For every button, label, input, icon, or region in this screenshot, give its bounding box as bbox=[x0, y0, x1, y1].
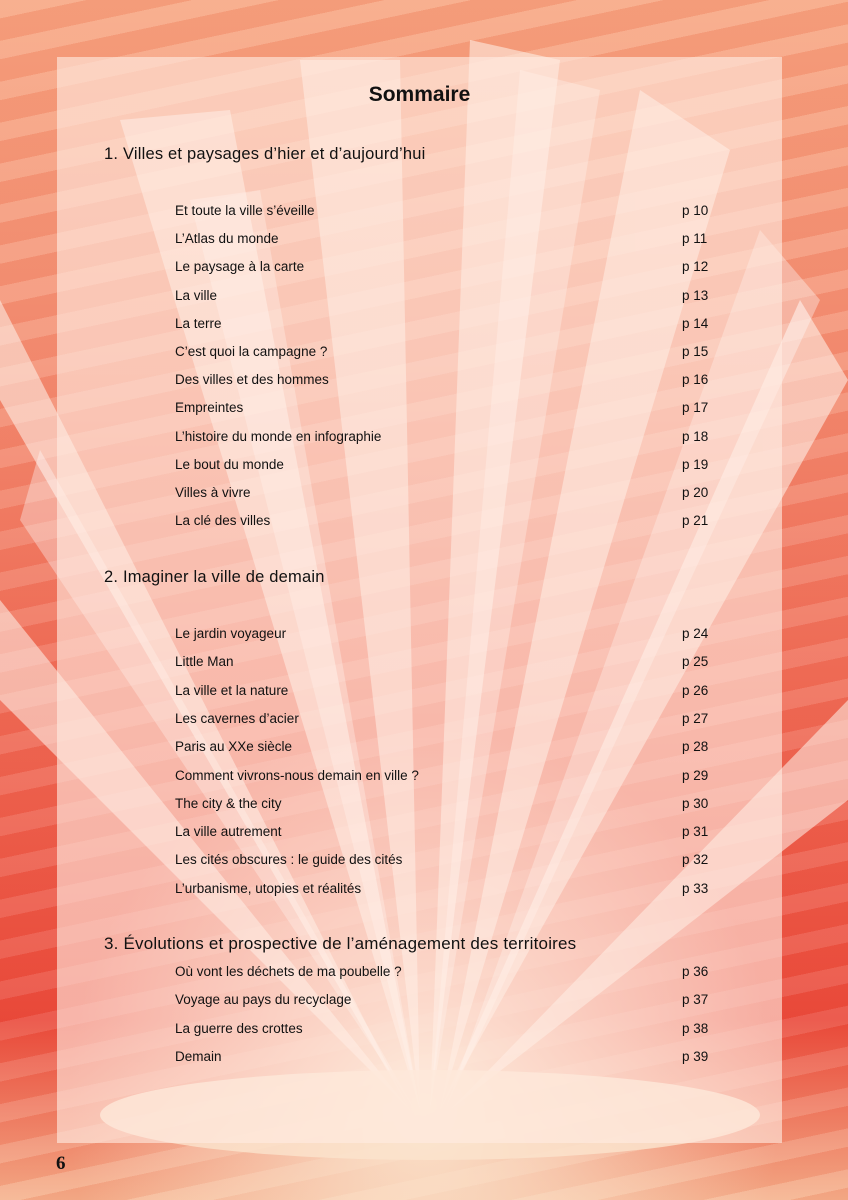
toc-entry bbox=[175, 288, 710, 308]
section-heading: 2. Imaginer la ville de demain bbox=[104, 568, 325, 586]
section-heading: 1. Villes et paysages d’hier et d’aujourd’hui bbox=[104, 145, 426, 163]
toc-entry-title: Le paysage à la carte bbox=[175, 259, 305, 275]
toc-entry-title: Des villes et des hommes bbox=[175, 372, 329, 388]
toc-entry-title: Le bout du monde bbox=[175, 456, 284, 472]
toc-entry bbox=[175, 654, 710, 674]
toc-entry-page: p 24 bbox=[682, 626, 709, 641]
toc-entry-title: Empreintes bbox=[175, 400, 244, 416]
toc-entry-page: p 27 bbox=[682, 710, 709, 726]
toc-entry-title: La clé des villes bbox=[175, 513, 271, 529]
toc-entry-page: p 13 bbox=[682, 287, 709, 303]
toc-entry-page: p 30 bbox=[682, 795, 709, 811]
toc-entry-title: La terre bbox=[175, 315, 222, 331]
toc-entry-title: Les cavernes d’acier bbox=[175, 710, 299, 726]
toc-entry-page: p 26 bbox=[682, 682, 709, 698]
toc-entry-page: p 37 bbox=[682, 992, 709, 1008]
toc-entry bbox=[175, 1021, 710, 1041]
toc-entry-page: p 38 bbox=[682, 1020, 709, 1036]
toc-entry-title: La guerre des crottes bbox=[175, 1020, 303, 1036]
toc-entry bbox=[175, 485, 710, 505]
toc-entry-page: p 21 bbox=[682, 513, 709, 529]
toc-entry bbox=[175, 513, 710, 533]
toc-entry bbox=[175, 316, 710, 336]
toc-entry-page: p 25 bbox=[682, 654, 709, 670]
toc-entry-title: Et toute la ville s’éveille bbox=[175, 203, 315, 218]
toc-entry-page: p 10 bbox=[682, 203, 709, 218]
toc-entry-title: Paris au XXe siècle bbox=[175, 739, 293, 755]
toc-entry-page: p 19 bbox=[682, 456, 709, 472]
toc-entry-title: Où vont les déchets de ma poubelle ? bbox=[175, 964, 402, 979]
toc-entry-title: L’histoire du monde en infographie bbox=[175, 428, 382, 444]
toc-entry-page: p 36 bbox=[682, 964, 709, 979]
toc-entry-page: p 20 bbox=[682, 485, 709, 500]
toc-entry bbox=[175, 992, 710, 1012]
toc-entry bbox=[175, 372, 710, 392]
toc-entry-page: p 11 bbox=[682, 231, 708, 247]
toc-entry-page: p 15 bbox=[682, 344, 709, 359]
toc-entry bbox=[175, 429, 710, 449]
toc-entry-title: Little Man bbox=[175, 654, 234, 670]
toc-entry-page: p 39 bbox=[682, 1048, 709, 1064]
toc-entry-page: p 17 bbox=[682, 400, 709, 416]
toc-entry-page: p 31 bbox=[682, 824, 709, 840]
toc-entry-title: C’est quoi la campagne ? bbox=[175, 344, 328, 359]
toc-entry bbox=[175, 231, 710, 251]
page-number: 6 bbox=[56, 1153, 66, 1174]
toc-entry bbox=[175, 626, 710, 646]
toc-entry bbox=[175, 768, 710, 788]
toc-entry-page: p 33 bbox=[682, 880, 709, 896]
toc-entry bbox=[175, 739, 710, 759]
toc-entry-page: p 28 bbox=[682, 739, 709, 755]
toc-entry-page: p 29 bbox=[682, 767, 709, 783]
toc-entry-title: La ville autrement bbox=[175, 824, 282, 840]
toc-entry-title: Voyage au pays du recyclage bbox=[175, 992, 352, 1008]
toc-entry bbox=[175, 824, 710, 844]
toc-entry bbox=[175, 881, 710, 901]
toc-entry-page: p 16 bbox=[682, 372, 709, 388]
toc-entry-title: Villes à vivre bbox=[175, 485, 251, 500]
toc-entry-page: p 18 bbox=[682, 428, 709, 444]
toc-entry bbox=[175, 711, 710, 731]
toc-entry-title: L’urbanisme, utopies et réalités bbox=[175, 880, 362, 896]
page-title: Sommaire bbox=[368, 83, 471, 106]
toc-entry-page: p 32 bbox=[682, 852, 709, 868]
toc-entry-page: p 12 bbox=[682, 259, 709, 275]
toc-entry-title: L’Atlas du monde bbox=[175, 231, 279, 247]
toc-entry bbox=[175, 683, 710, 703]
toc-entry-page: p 14 bbox=[682, 315, 709, 331]
toc-entry bbox=[175, 344, 710, 364]
toc-entry bbox=[175, 259, 710, 279]
toc-entry-title: Les cités obscures : le guide des cités bbox=[175, 852, 403, 868]
toc-entry bbox=[175, 852, 710, 872]
toc-entry bbox=[175, 964, 710, 984]
toc-entry-title: La ville et la nature bbox=[175, 682, 289, 698]
toc-entry bbox=[175, 400, 710, 420]
toc-entry-title: Demain bbox=[175, 1048, 222, 1064]
toc-entry-title: Comment vivrons-nous demain en ville ? bbox=[175, 767, 419, 783]
toc-entry bbox=[175, 203, 710, 223]
section-heading: 3. Évolutions et prospective de l’aménagement des territoires bbox=[104, 934, 577, 953]
toc-entry-title: The city & the city bbox=[175, 795, 282, 811]
toc-entry bbox=[175, 796, 710, 816]
toc-entry bbox=[175, 457, 710, 477]
toc-entry bbox=[175, 1049, 710, 1069]
toc-entry-title: Le jardin voyageur bbox=[175, 626, 287, 641]
toc-entry-title: La ville bbox=[175, 287, 218, 303]
